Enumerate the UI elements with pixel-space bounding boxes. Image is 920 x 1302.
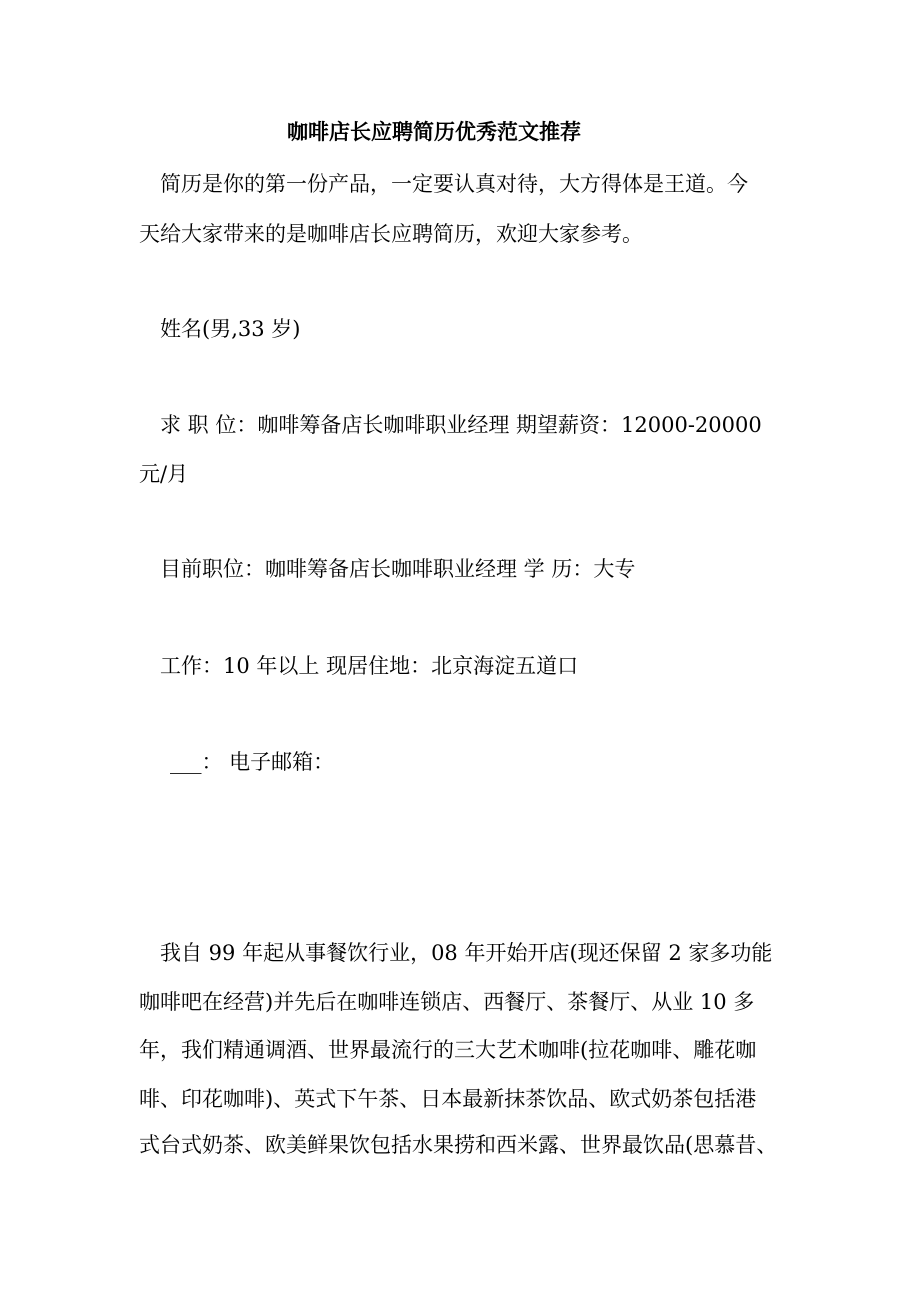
- intro-line-1: 简历是你的第一份产品，一定要认真对待，大方得体是王道。今: [160, 172, 748, 196]
- experience-line-4: 啡、印花咖啡)、英式下午茶、日本最新抹茶饮品、欧式奶茶包括港: [139, 1087, 757, 1111]
- name-line: 姓名(男,33 岁): [160, 317, 301, 341]
- job-line-1: 求 职 位：咖啡筹备店长咖啡职业经理 期望薪资：12000-20000: [160, 413, 762, 437]
- job-line-2: 元/月: [139, 462, 189, 486]
- intro-line-2: 天给大家带来的是咖啡店长应聘简历，欢迎大家参考。: [139, 222, 643, 246]
- experience-line-2: 咖啡吧在经营)并先后在咖啡连锁店、西餐厅、茶餐厅、从业 10 多: [139, 990, 755, 1014]
- contact-line: ___： 电子邮箱：: [170, 750, 335, 774]
- work-line: 工作：10 年以上 现居住地：北京海淀五道口: [160, 654, 579, 678]
- experience-line-1: 我自 99 年起从事餐饮行业，08 年开始开店(现还保留 2 家多功能: [160, 941, 773, 965]
- current-position-line: 目前职位：咖啡筹备店长咖啡职业经理 学 历：大专: [160, 557, 636, 581]
- experience-line-5: 式台式奶茶、欧美鲜果饮包括水果捞和西米露、世界最饮品(思慕昔、: [139, 1133, 778, 1157]
- document-title: 咖啡店长应聘简历优秀范文推荐: [287, 119, 581, 144]
- experience-line-3: 年，我们精通调酒、世界最流行的三大艺术咖啡(拉花咖啡、雕花咖: [139, 1038, 757, 1062]
